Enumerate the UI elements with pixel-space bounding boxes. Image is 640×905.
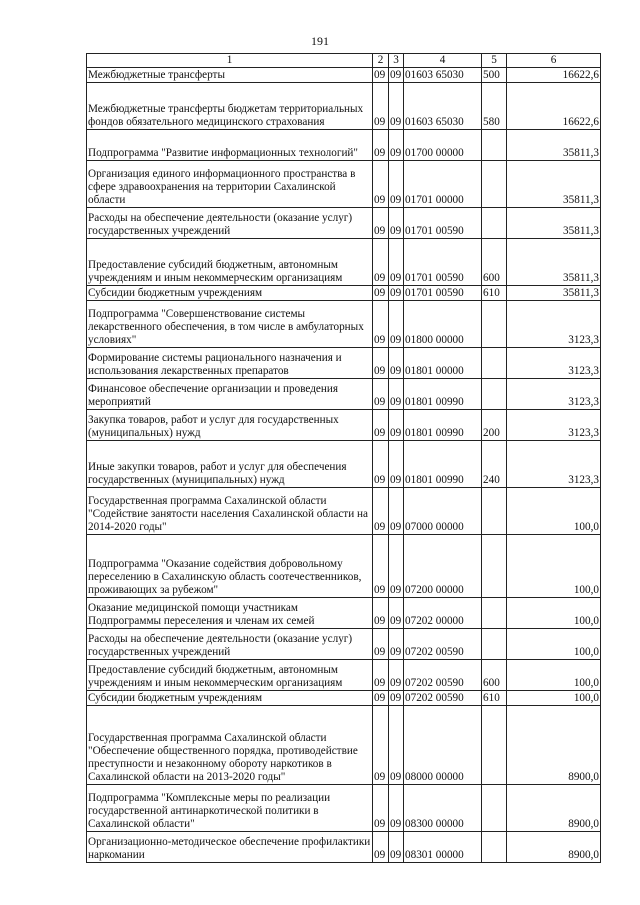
- row-section: 09: [373, 409, 389, 440]
- row-expense-type: [482, 129, 507, 160]
- table-row: [87, 67, 601, 82]
- row-target-article: 01801 00000: [404, 347, 482, 378]
- table-row: [87, 300, 601, 347]
- row-expense-type: 580: [482, 82, 507, 129]
- row-amount: 16622,6: [507, 67, 601, 82]
- row-amount: 8900,0: [507, 705, 601, 784]
- row-subsection: 09: [389, 628, 404, 659]
- row-expense-type: 610: [482, 690, 507, 705]
- table-row: [87, 160, 601, 207]
- row-name: Подпрограмма "Комплексные меры по реализации государственной антинаркотической политики в Сахалинской области": [87, 784, 373, 831]
- table-row: [87, 409, 601, 440]
- row-section: 09: [373, 160, 389, 207]
- row-expense-type: 500: [482, 67, 507, 82]
- row-name: Финансовое обеспечение организации и проведения мероприятий: [87, 378, 373, 409]
- row-subsection: 09: [389, 378, 404, 409]
- row-target-article: 01701 00590: [404, 285, 482, 300]
- row-expense-type: [482, 534, 507, 597]
- table-row: [87, 784, 601, 831]
- row-expense-type: [482, 628, 507, 659]
- row-amount: 35811,3: [507, 160, 601, 207]
- row-name: Предоставление субсидий бюджетным, автономным учреждениям и иным некоммерческим организациям: [87, 238, 373, 285]
- row-target-article: 08301 00000: [404, 831, 482, 862]
- row-section: 09: [373, 238, 389, 285]
- row-subsection: 09: [389, 82, 404, 129]
- header-cell-expense-type: 5: [482, 54, 507, 68]
- row-target-article: 01801 00990: [404, 409, 482, 440]
- row-section: 09: [373, 378, 389, 409]
- row-section: 09: [373, 285, 389, 300]
- row-name: Организация единого информационного пространства в сфере здравоохранения на территории Сахалинской области: [87, 160, 373, 207]
- row-name: Организационно-методическое обеспечение профилактики наркомании: [87, 831, 373, 862]
- row-amount: 8900,0: [507, 831, 601, 862]
- row-section: 09: [373, 628, 389, 659]
- row-subsection: 09: [389, 487, 404, 534]
- row-name: Формирование системы рационального назначения и использования лекарственных препаратов: [87, 347, 373, 378]
- row-subsection: 09: [389, 597, 404, 628]
- row-expense-type: 600: [482, 238, 507, 285]
- table-row: [87, 831, 601, 862]
- row-target-article: 08000 00000: [404, 705, 482, 784]
- row-subsection: 09: [389, 440, 404, 487]
- header-cell-section: 2: [373, 54, 389, 68]
- row-amount: 35811,3: [507, 238, 601, 285]
- row-amount: 3123,3: [507, 409, 601, 440]
- header-cell-target-article: 4: [404, 54, 482, 68]
- row-expense-type: 600: [482, 659, 507, 690]
- row-target-article: 01701 00000: [404, 160, 482, 207]
- budget-table: [86, 53, 601, 863]
- row-name: Оказание медицинской помощи участникам Подпрограммы переселения и членам их семей: [87, 597, 373, 628]
- row-subsection: 09: [389, 784, 404, 831]
- row-expense-type: 610: [482, 285, 507, 300]
- row-section: 09: [373, 659, 389, 690]
- table-row: [87, 82, 601, 129]
- row-subsection: 09: [389, 67, 404, 82]
- row-section: 09: [373, 487, 389, 534]
- row-target-article: 08300 00000: [404, 784, 482, 831]
- table-header-row: [87, 54, 601, 68]
- row-subsection: 09: [389, 831, 404, 862]
- row-expense-type: 200: [482, 409, 507, 440]
- row-name: Подпрограмма "Совершенствование системы лекарственного обеспечения, в том числе в амбулаторных условиях": [87, 300, 373, 347]
- row-subsection: 09: [389, 207, 404, 238]
- row-section: 09: [373, 705, 389, 784]
- row-target-article: 01603 65030: [404, 67, 482, 82]
- table-row: [87, 238, 601, 285]
- row-target-article: 07000 00000: [404, 487, 482, 534]
- row-section: 09: [373, 207, 389, 238]
- row-section: 09: [373, 784, 389, 831]
- row-expense-type: [482, 378, 507, 409]
- row-section: 09: [373, 690, 389, 705]
- row-amount: 100,0: [507, 659, 601, 690]
- row-amount: 100,0: [507, 628, 601, 659]
- row-name: Межбюджетные трансферты: [87, 67, 373, 82]
- row-subsection: 09: [389, 347, 404, 378]
- row-amount: 3123,3: [507, 378, 601, 409]
- row-target-article: 01801 00990: [404, 440, 482, 487]
- row-target-article: 07202 00590: [404, 659, 482, 690]
- row-name: Закупка товаров, работ и услуг для государственных (муниципальных) нужд: [87, 409, 373, 440]
- row-section: 09: [373, 440, 389, 487]
- row-amount: 3123,3: [507, 347, 601, 378]
- row-expense-type: [482, 487, 507, 534]
- row-section: 09: [373, 300, 389, 347]
- row-target-article: 07202 00590: [404, 628, 482, 659]
- row-name: Подпрограмма "Оказание содействия добровольному переселению в Сахалинскую область соотечественников, проживающих за рубежом": [87, 534, 373, 597]
- row-section: 09: [373, 129, 389, 160]
- table-row: [87, 534, 601, 597]
- table-row: [87, 705, 601, 784]
- row-section: 09: [373, 597, 389, 628]
- row-amount: 8900,0: [507, 784, 601, 831]
- table-row: [87, 347, 601, 378]
- table-row: [87, 628, 601, 659]
- row-subsection: 09: [389, 690, 404, 705]
- row-subsection: 09: [389, 705, 404, 784]
- table-row: [87, 207, 601, 238]
- row-target-article: 01800 00000: [404, 300, 482, 347]
- row-amount: 100,0: [507, 534, 601, 597]
- row-expense-type: [482, 597, 507, 628]
- row-amount: 3123,3: [507, 300, 601, 347]
- row-amount: 16622,6: [507, 82, 601, 129]
- row-amount: 35811,3: [507, 207, 601, 238]
- row-expense-type: [482, 207, 507, 238]
- table-row: [87, 440, 601, 487]
- row-expense-type: [482, 705, 507, 784]
- row-target-article: 07202 00590: [404, 690, 482, 705]
- row-amount: 100,0: [507, 597, 601, 628]
- header-cell-amount: 6: [507, 54, 601, 68]
- row-subsection: 09: [389, 160, 404, 207]
- row-subsection: 09: [389, 300, 404, 347]
- row-name: Субсидии бюджетным учреждениям: [87, 690, 373, 705]
- row-section: 09: [373, 347, 389, 378]
- row-name: Межбюджетные трансферты бюджетам территориальных фондов обязательного медицинского страхования: [87, 82, 373, 129]
- row-amount: 100,0: [507, 690, 601, 705]
- row-target-article: 01701 00590: [404, 238, 482, 285]
- page-number: 191: [311, 34, 329, 48]
- row-amount: 35811,3: [507, 285, 601, 300]
- row-expense-type: [482, 831, 507, 862]
- row-section: 09: [373, 831, 389, 862]
- table-row: [87, 659, 601, 690]
- table-row: [87, 378, 601, 409]
- row-subsection: 09: [389, 129, 404, 160]
- header-cell-name: 1: [87, 54, 373, 68]
- row-name: Государственная программа Сахалинской области "Содействие занятости населения Сахалинской области на 2014-2020 годы": [87, 487, 373, 534]
- row-target-article: 01700 00000: [404, 129, 482, 160]
- row-expense-type: [482, 300, 507, 347]
- row-name: Субсидии бюджетным учреждениям: [87, 285, 373, 300]
- row-name: Предоставление субсидий бюджетным, автономным учреждениям и иным некоммерческим организациям: [87, 659, 373, 690]
- row-subsection: 09: [389, 659, 404, 690]
- row-subsection: 09: [389, 534, 404, 597]
- row-section: 09: [373, 67, 389, 82]
- row-subsection: 09: [389, 238, 404, 285]
- row-name: Расходы на обеспечение деятельности (оказание услуг) государственных учреждений: [87, 628, 373, 659]
- row-target-article: 01801 00990: [404, 378, 482, 409]
- row-amount: 3123,3: [507, 440, 601, 487]
- row-target-article: 01701 00590: [404, 207, 482, 238]
- row-section: 09: [373, 82, 389, 129]
- row-subsection: 09: [389, 409, 404, 440]
- header-cell-subsection: 3: [389, 54, 404, 68]
- row-target-article: 07202 00000: [404, 597, 482, 628]
- row-name: Иные закупки товаров, работ и услуг для обеспечения государственных (муниципальных) нужд: [87, 440, 373, 487]
- row-target-article: 01603 65030: [404, 82, 482, 129]
- row-name: Подпрограмма "Развитие информационных технологий": [87, 129, 373, 160]
- row-section: 09: [373, 534, 389, 597]
- table-row: [87, 285, 601, 300]
- row-expense-type: [482, 160, 507, 207]
- row-name: Расходы на обеспечение деятельности (оказание услуг) государственных учреждений: [87, 207, 373, 238]
- row-name: Государственная программа Сахалинской области "Обеспечение общественного порядка, противодействие преступности и незаконному обороту наркотиков в Сахалинской области на 2013-2020 годы": [87, 705, 373, 784]
- table-row: [87, 597, 601, 628]
- table-row: [87, 690, 601, 705]
- table-row: [87, 129, 601, 160]
- row-expense-type: 240: [482, 440, 507, 487]
- row-expense-type: [482, 347, 507, 378]
- row-target-article: 07200 00000: [404, 534, 482, 597]
- table-row: [87, 487, 601, 534]
- row-amount: 35811,3: [507, 129, 601, 160]
- row-expense-type: [482, 784, 507, 831]
- row-subsection: 09: [389, 285, 404, 300]
- row-amount: 100,0: [507, 487, 601, 534]
